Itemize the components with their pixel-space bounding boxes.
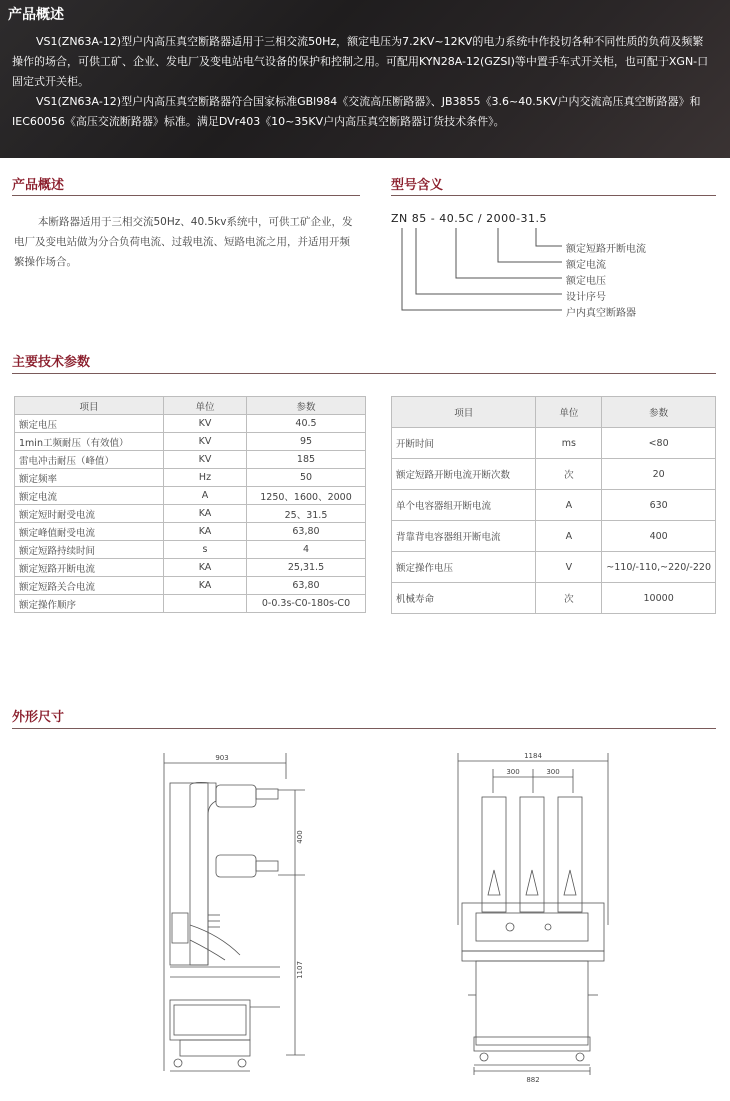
params-table-2 xyxy=(391,396,716,614)
row-item: 额定频率 xyxy=(15,469,164,487)
row-unit: KV xyxy=(164,433,247,451)
row-value: 630 xyxy=(602,490,716,521)
table-row xyxy=(15,451,366,469)
row-value: 25,31.5 xyxy=(247,559,366,577)
table-row xyxy=(15,487,366,505)
row-value: <80 xyxy=(602,428,716,459)
table-row xyxy=(15,469,366,487)
row-item: 额定短时耐受电流 xyxy=(15,505,164,523)
model-label-5: 户内真空断路器 xyxy=(566,308,636,319)
params-title: 主要技术参数 xyxy=(12,355,91,370)
row-value: 10000 xyxy=(602,583,716,614)
row-item: 背靠背电容器组开断电流 xyxy=(392,521,536,552)
model-label-1: 额定短路开断电流 xyxy=(566,244,646,255)
header-item: 项目 xyxy=(392,397,536,428)
row-unit: KV xyxy=(164,415,247,433)
front-view-drawing xyxy=(448,745,618,1085)
row-item: 额定操作电压 xyxy=(392,552,536,583)
row-value: 400 xyxy=(602,521,716,552)
dimensions-rule xyxy=(12,728,716,729)
row-value: 95 xyxy=(247,433,366,451)
row-item: 1min工频耐压（有效值） xyxy=(15,433,164,451)
table-row xyxy=(15,595,366,613)
overview-rule xyxy=(12,195,360,196)
front-width-label: 1184 xyxy=(524,752,542,760)
row-unit: KA xyxy=(164,577,247,595)
front-base-label: 882 xyxy=(526,1076,540,1084)
row-unit: KA xyxy=(164,505,247,523)
row-item: 机械寿命 xyxy=(392,583,536,614)
row-item: 雷电冲击耐压（峰值） xyxy=(15,451,164,469)
table-header-row xyxy=(392,397,716,428)
row-unit: A xyxy=(536,490,602,521)
row-unit: A xyxy=(536,521,602,552)
row-item: 额定短路持续时间 xyxy=(15,541,164,559)
row-unit: Hz xyxy=(164,469,247,487)
row-item: 额定电流 xyxy=(15,487,164,505)
header-item: 项目 xyxy=(15,397,164,415)
model-code: ZN 85 - 40.5C / 2000-31.5 xyxy=(391,212,548,225)
side-height-label: 1107 xyxy=(296,961,304,979)
row-value: 1250、1600、2000 xyxy=(247,487,366,505)
row-item: 额定峰值耐受电流 xyxy=(15,523,164,541)
model-label-4: 设计序号 xyxy=(566,292,606,303)
row-unit: 次 xyxy=(536,583,602,614)
table-row xyxy=(392,459,716,490)
params-table-1 xyxy=(14,396,366,613)
row-item: 额定短路开断电流开断次数 xyxy=(392,459,536,490)
table-row xyxy=(392,583,716,614)
row-value: 50 xyxy=(247,469,366,487)
overview-title: 产品概述 xyxy=(12,178,65,193)
row-value: 185 xyxy=(247,451,366,469)
table-row xyxy=(392,428,716,459)
row-value: 63,80 xyxy=(247,523,366,541)
row-value: 4 xyxy=(247,541,366,559)
side-width-label: 903 xyxy=(215,754,229,762)
row-unit xyxy=(164,595,247,613)
header-banner xyxy=(0,0,730,158)
model-legend-lines xyxy=(390,226,570,318)
model-title: 型号含义 xyxy=(391,178,444,193)
row-value: 25、31.5 xyxy=(247,505,366,523)
table-header-row xyxy=(15,397,366,415)
table-row xyxy=(15,415,366,433)
model-label-3: 额定电压 xyxy=(566,276,606,287)
table-row xyxy=(15,433,366,451)
table-row xyxy=(15,541,366,559)
table-row xyxy=(15,523,366,541)
header-unit: 单位 xyxy=(536,397,602,428)
dimensions-title: 外形尺寸 xyxy=(12,710,65,725)
params-rule xyxy=(12,373,716,374)
row-value: ~110/-110,~220/-220 xyxy=(602,552,716,583)
row-unit: V xyxy=(536,552,602,583)
front-pole1-label: 300 xyxy=(506,768,520,776)
side-upper-label: 400 xyxy=(296,830,304,844)
overview-text: 本断路器适用于三相交流50Hz、40.5kv系统中，可供工矿企业，发电厂及变电站做为分合负荷电流、过载电流、短路电流之用，并适用开频繁操作场合。 xyxy=(14,216,353,268)
row-unit: ms xyxy=(536,428,602,459)
row-unit: KA xyxy=(164,523,247,541)
row-value: 20 xyxy=(602,459,716,490)
row-value: 63,80 xyxy=(247,577,366,595)
row-item: 单个电容器组开断电流 xyxy=(392,490,536,521)
row-unit: KV xyxy=(164,451,247,469)
row-unit: KA xyxy=(164,559,247,577)
table-row xyxy=(392,552,716,583)
banner-title: 产品概述 xyxy=(8,7,64,23)
row-unit: 次 xyxy=(536,459,602,490)
table-row xyxy=(392,490,716,521)
header-value: 参数 xyxy=(247,397,366,415)
table-row xyxy=(15,559,366,577)
row-unit: A xyxy=(164,487,247,505)
row-value: 40.5 xyxy=(247,415,366,433)
header-unit: 单位 xyxy=(164,397,247,415)
row-unit: s xyxy=(164,541,247,559)
row-item: 额定操作顺序 xyxy=(15,595,164,613)
banner-paragraph-2: VS1(ZN63A-12)型户内高压真空断路器符合国家标准GBl984《交流高压断路器》、JB3855《3.6~40.5KV户内交流高压真空断路器》和IEC60056《高压交流断路器》标准。满足DVr403《10~35KV户内高压真空断路器订货技术条件》。 xyxy=(12,95,701,128)
table-row xyxy=(15,505,366,523)
side-view-drawing xyxy=(150,745,320,1085)
row-item: 额定电压 xyxy=(15,415,164,433)
table-row xyxy=(392,521,716,552)
header-value: 参数 xyxy=(602,397,716,428)
row-value: 0-0.3s-C0-180s-C0 xyxy=(247,595,366,613)
row-item: 额定短路关合电流 xyxy=(15,577,164,595)
banner-paragraph-1: VS1(ZN63A-12)型户内高压真空断路器适用于三相交流50Hz，额定电压为7.2KV~12KV的电力系统中作投切各种不同性质的负荷及频繁操作的场合，可供工矿、企业、发电厂及变电站电气设备的保护和控制之用。可配用KYN28A-12(GZSI)等中置手车式开关柜，也可配于XGN-口固定式开关柜。 xyxy=(12,35,709,88)
front-pole2-label: 300 xyxy=(546,768,560,776)
model-rule xyxy=(391,195,716,196)
table-row xyxy=(15,577,366,595)
row-item: 额定短路开断电流 xyxy=(15,559,164,577)
row-item: 开断时间 xyxy=(392,428,536,459)
model-label-2: 额定电流 xyxy=(566,260,606,271)
